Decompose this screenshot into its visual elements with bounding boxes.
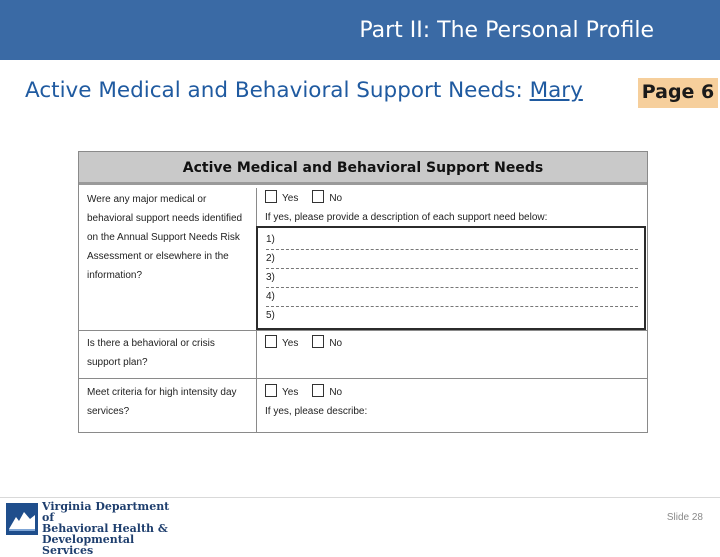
row-divider [79, 330, 647, 331]
yes-checkbox[interactable] [265, 384, 277, 397]
question-high-intensity: Meet criteria for high intensity day services? [87, 387, 237, 417]
no-checkbox[interactable] [312, 384, 324, 397]
no-checkbox[interactable] [312, 190, 324, 203]
describe-instruction: If yes, please describe: [265, 406, 368, 417]
dbhds-logo [6, 500, 176, 557]
no-label: No [329, 387, 343, 398]
needs-list-item[interactable]: 5) [266, 310, 275, 321]
yes-label: Yes [282, 387, 299, 398]
subtitle-prefix: Active Medical and Behavioral Support Needs: [25, 78, 530, 103]
needs-list-item[interactable]: 3) [266, 268, 638, 288]
slide-number: Slide 28 [666, 512, 703, 523]
question-major-needs: Were any major medical or behavioral support needs identified on the Annual Support Needs Risk Assessment or elsewhere in the information? [87, 194, 243, 281]
needs-list [256, 226, 646, 330]
needs-list-item[interactable]: 1) [266, 230, 638, 250]
no-label: No [329, 193, 343, 204]
form-title: Active Medical and Behavioral Support Needs [79, 152, 647, 185]
needs-list-item[interactable]: 4) [266, 287, 638, 307]
virginia-map-icon [6, 503, 38, 535]
question-crisis-plan: Is there a behavioral or crisis support plan? [87, 338, 215, 368]
footer-divider [0, 497, 720, 498]
support-needs-form [78, 151, 648, 433]
slide-title: Part II: The Personal Profile [359, 18, 654, 43]
no-checkbox[interactable] [312, 335, 324, 348]
header-bar [0, 0, 720, 60]
yes-label: Yes [282, 338, 299, 349]
logo-text: Virginia Department of Behavioral Health & Developmental Services [42, 500, 170, 557]
subtitle-person-name: Mary [529, 78, 583, 103]
answer-crisis-plan [265, 334, 342, 353]
yes-label: Yes [282, 193, 299, 204]
no-label: No [329, 338, 343, 349]
slide-subtitle [25, 78, 583, 103]
answer-major-needs [265, 189, 342, 208]
row-divider [79, 378, 647, 379]
needs-instruction: If yes, please provide a description of each support need below: [265, 212, 548, 223]
yes-checkbox[interactable] [265, 335, 277, 348]
answer-high-intensity [265, 383, 342, 402]
yes-checkbox[interactable] [265, 190, 277, 203]
page-tag: Page 6 [638, 78, 718, 108]
needs-list-item[interactable]: 2) [266, 249, 638, 269]
